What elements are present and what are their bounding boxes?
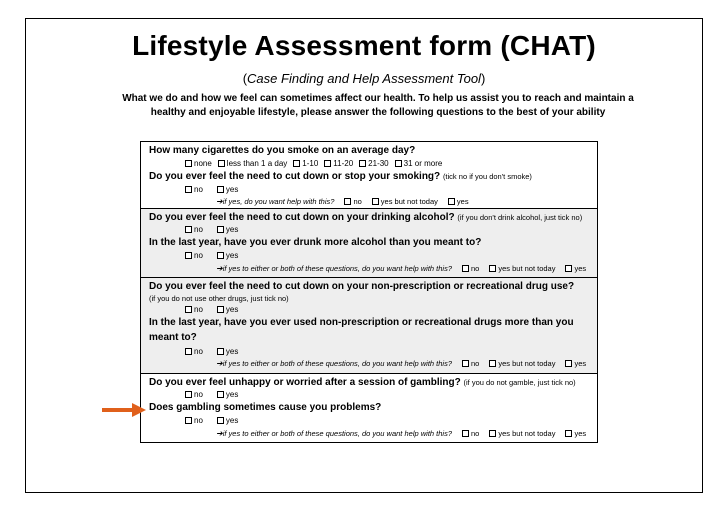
checkbox[interactable] xyxy=(565,265,572,272)
option-no[interactable] xyxy=(185,251,203,260)
option-yes[interactable] xyxy=(217,251,238,260)
option-label: none xyxy=(194,159,212,168)
option-no[interactable] xyxy=(185,305,203,314)
option-no[interactable] xyxy=(185,390,203,399)
checkbox[interactable] xyxy=(185,226,192,233)
followup-text: if yes, do you want help with this? xyxy=(222,197,335,206)
option-label: yes xyxy=(225,185,239,194)
option-yes[interactable] xyxy=(217,225,238,234)
option-label: no xyxy=(353,197,362,206)
checkbox[interactable] xyxy=(344,198,351,205)
option-label: no xyxy=(471,359,480,368)
option-yes[interactable] xyxy=(217,347,238,356)
option-21-30[interactable] xyxy=(359,159,388,168)
option-label: no xyxy=(194,225,203,234)
drugs-q1-note: (if you do not use other drugs, just tick no) xyxy=(149,294,289,303)
option-yes[interactable] xyxy=(565,359,586,368)
checkbox[interactable] xyxy=(217,186,224,193)
gambling-q2-options xyxy=(185,416,238,425)
followup-question xyxy=(216,429,452,438)
option-yes-not-today[interactable] xyxy=(489,359,555,368)
option-label: yes xyxy=(225,416,239,425)
drugs-q2-line2: meant to? xyxy=(149,332,197,343)
option-yes[interactable] xyxy=(217,390,238,399)
checkbox[interactable] xyxy=(217,391,224,398)
drugs-q1-options xyxy=(185,305,238,314)
gambling-q1-note: (if you do not gamble, just tick no) xyxy=(463,378,576,387)
option-label: yes xyxy=(225,347,239,356)
arrow-shaft xyxy=(102,408,134,412)
option-no[interactable] xyxy=(185,225,203,234)
checkbox[interactable] xyxy=(217,226,224,233)
checkbox[interactable] xyxy=(218,160,225,167)
subtitle-text: Case Finding and Help Assessment Tool xyxy=(247,71,481,86)
option-label: yes xyxy=(574,359,587,368)
right-arrow-icon xyxy=(102,403,146,417)
checkbox[interactable] xyxy=(185,391,192,398)
smoking-question-1 xyxy=(149,145,415,156)
option-label: yes xyxy=(456,197,469,206)
option-no[interactable] xyxy=(185,185,203,194)
checkbox[interactable] xyxy=(185,186,192,193)
option-yes-not-today[interactable] xyxy=(372,197,438,206)
drugs-followup xyxy=(216,359,586,368)
option-label: 1-10 xyxy=(302,159,319,168)
option-yes[interactable] xyxy=(217,305,238,314)
option-yes[interactable] xyxy=(565,264,586,273)
option-label: no xyxy=(194,416,203,425)
checkbox[interactable] xyxy=(185,252,192,259)
page-title: Lifestyle Assessment form (CHAT) xyxy=(132,30,596,61)
option-yes-not-today[interactable] xyxy=(489,429,555,438)
smoking-q2-text: Do you ever feel the need to cut down or stop your smoking? xyxy=(149,171,441,182)
drugs-q2-options xyxy=(185,347,238,356)
checkbox[interactable] xyxy=(489,360,496,367)
option-no[interactable] xyxy=(185,416,203,425)
smoking-q1-options xyxy=(185,159,442,168)
subtitle-close: ) xyxy=(480,71,486,86)
option-label: yes but not today xyxy=(498,359,556,368)
alcohol-question-2 xyxy=(149,237,481,248)
gambling-section xyxy=(141,373,597,442)
alcohol-q2-options xyxy=(185,251,238,260)
smoking-q2-note: (tick no if you don't smoke) xyxy=(442,172,532,181)
option-label: 31 or more xyxy=(403,159,443,168)
checkbox[interactable] xyxy=(185,160,192,167)
alcohol-followup xyxy=(216,264,586,273)
option-label: yes but not today xyxy=(380,197,438,206)
checkbox[interactable] xyxy=(565,430,572,437)
alcohol-q1-options xyxy=(185,225,238,234)
option-label: no xyxy=(194,251,203,260)
option-label: yes xyxy=(225,251,239,260)
checkbox[interactable] xyxy=(185,417,192,424)
option-31-or-more[interactable] xyxy=(395,159,443,168)
checkbox[interactable] xyxy=(217,417,224,424)
option-label: yes but not today xyxy=(498,264,556,273)
option-label: yes but not today xyxy=(498,429,556,438)
option-no[interactable] xyxy=(462,359,479,368)
option-label: no xyxy=(194,185,203,194)
option-less-than-1[interactable] xyxy=(218,159,287,168)
option-no[interactable] xyxy=(344,197,361,206)
option-none[interactable] xyxy=(185,159,212,168)
option-1-10[interactable] xyxy=(293,159,318,168)
assessment-form xyxy=(140,141,598,443)
followup-text: if yes to either or both of these questions, do you want help with this? xyxy=(222,359,453,368)
checkbox[interactable] xyxy=(489,265,496,272)
alcohol-section xyxy=(141,208,597,277)
intro-text: What we do and how we feel can sometimes affect our health. To help us assist you to reach and maintain a healthy and enjoyable lifestyle, please answer the following questions to the best of your ability xyxy=(122,93,634,118)
checkbox[interactable] xyxy=(462,265,469,272)
checkbox[interactable] xyxy=(372,198,379,205)
option-yes[interactable] xyxy=(448,197,469,206)
drugs-section xyxy=(141,277,597,373)
drugs-question-2-cont xyxy=(149,332,197,343)
checkbox[interactable] xyxy=(359,160,366,167)
checkbox[interactable] xyxy=(395,160,402,167)
option-label: 11-20 xyxy=(333,159,354,168)
alcohol-question-1 xyxy=(149,212,582,223)
checkbox[interactable] xyxy=(185,348,192,355)
arrow-right-icon: ➔ xyxy=(216,197,223,206)
option-no[interactable] xyxy=(462,429,479,438)
subtitle-open: ( xyxy=(242,71,248,86)
drugs-q2-line1: In the last year, have you ever used non-prescription or recreational drugs more than you xyxy=(149,317,574,328)
smoking-question-2 xyxy=(149,171,532,182)
option-label: yes xyxy=(574,264,587,273)
alcohol-q1-text: Do you ever feel the need to cut down on your drinking alcohol? xyxy=(149,212,455,223)
followup-text: if yes to either or both of these questions, do you want help with this? xyxy=(222,264,453,273)
option-yes[interactable] xyxy=(217,185,238,194)
smoking-section xyxy=(141,142,597,208)
drugs-question-2 xyxy=(149,317,574,328)
alcohol-q1-note: (if you don't drink alcohol, just tick no) xyxy=(457,213,583,222)
option-yes[interactable] xyxy=(217,416,238,425)
arrow-right-icon: ➔ xyxy=(216,429,223,438)
gambling-q1-text: Do you ever feel unhappy or worried after a session of gambling? xyxy=(149,377,461,388)
arrow-right-icon: ➔ xyxy=(216,264,223,273)
gambling-followup xyxy=(216,429,586,438)
gambling-q2-text: Does gambling sometimes cause you problems? xyxy=(149,402,382,413)
option-label: yes xyxy=(225,390,239,399)
checkbox[interactable] xyxy=(293,160,300,167)
option-no[interactable] xyxy=(462,264,479,273)
checkbox[interactable] xyxy=(448,198,455,205)
checkbox[interactable] xyxy=(185,306,192,313)
smoking-followup xyxy=(216,197,469,206)
arrow-head xyxy=(132,403,146,417)
followup-question xyxy=(216,197,334,206)
checkbox[interactable] xyxy=(217,252,224,259)
checkbox[interactable] xyxy=(217,306,224,313)
checkbox[interactable] xyxy=(462,360,469,367)
option-11-20[interactable] xyxy=(324,159,353,168)
option-label: 21-30 xyxy=(368,159,389,168)
checkbox[interactable] xyxy=(324,160,331,167)
smoking-q1-text: How many cigarettes do you smoke on an average day? xyxy=(149,145,416,156)
checkbox[interactable] xyxy=(565,360,572,367)
option-label: no xyxy=(471,429,480,438)
alcohol-q2-text: In the last year, have you ever drunk more alcohol than you meant to? xyxy=(149,237,482,248)
option-label: no xyxy=(194,347,203,356)
option-label: less than 1 a day xyxy=(226,159,288,168)
arrow-right-icon: ➔ xyxy=(216,359,223,368)
option-yes-not-today[interactable] xyxy=(489,264,555,273)
followup-text: if yes to either or both of these questions, do you want help with this? xyxy=(222,429,453,438)
followup-question xyxy=(216,264,452,273)
checkbox[interactable] xyxy=(217,348,224,355)
option-label: yes xyxy=(225,225,239,234)
gambling-question-1 xyxy=(149,377,576,388)
checkbox[interactable] xyxy=(462,430,469,437)
gambling-question-2 xyxy=(149,402,381,413)
option-label: yes xyxy=(225,305,239,314)
option-no[interactable] xyxy=(185,347,203,356)
gambling-q1-options xyxy=(185,390,238,399)
checkbox[interactable] xyxy=(489,430,496,437)
smoking-q2-options xyxy=(185,185,238,194)
option-label: yes xyxy=(574,429,587,438)
page-subtitle xyxy=(0,71,728,86)
drugs-q1-text: Do you ever feel the need to cut down on your non-prescription or recreational drug use? xyxy=(149,281,575,292)
option-label: no xyxy=(194,305,203,314)
option-label: no xyxy=(471,264,480,273)
option-label: no xyxy=(194,390,203,399)
followup-question xyxy=(216,359,452,368)
option-yes[interactable] xyxy=(565,429,586,438)
drugs-question-1 xyxy=(149,281,574,292)
